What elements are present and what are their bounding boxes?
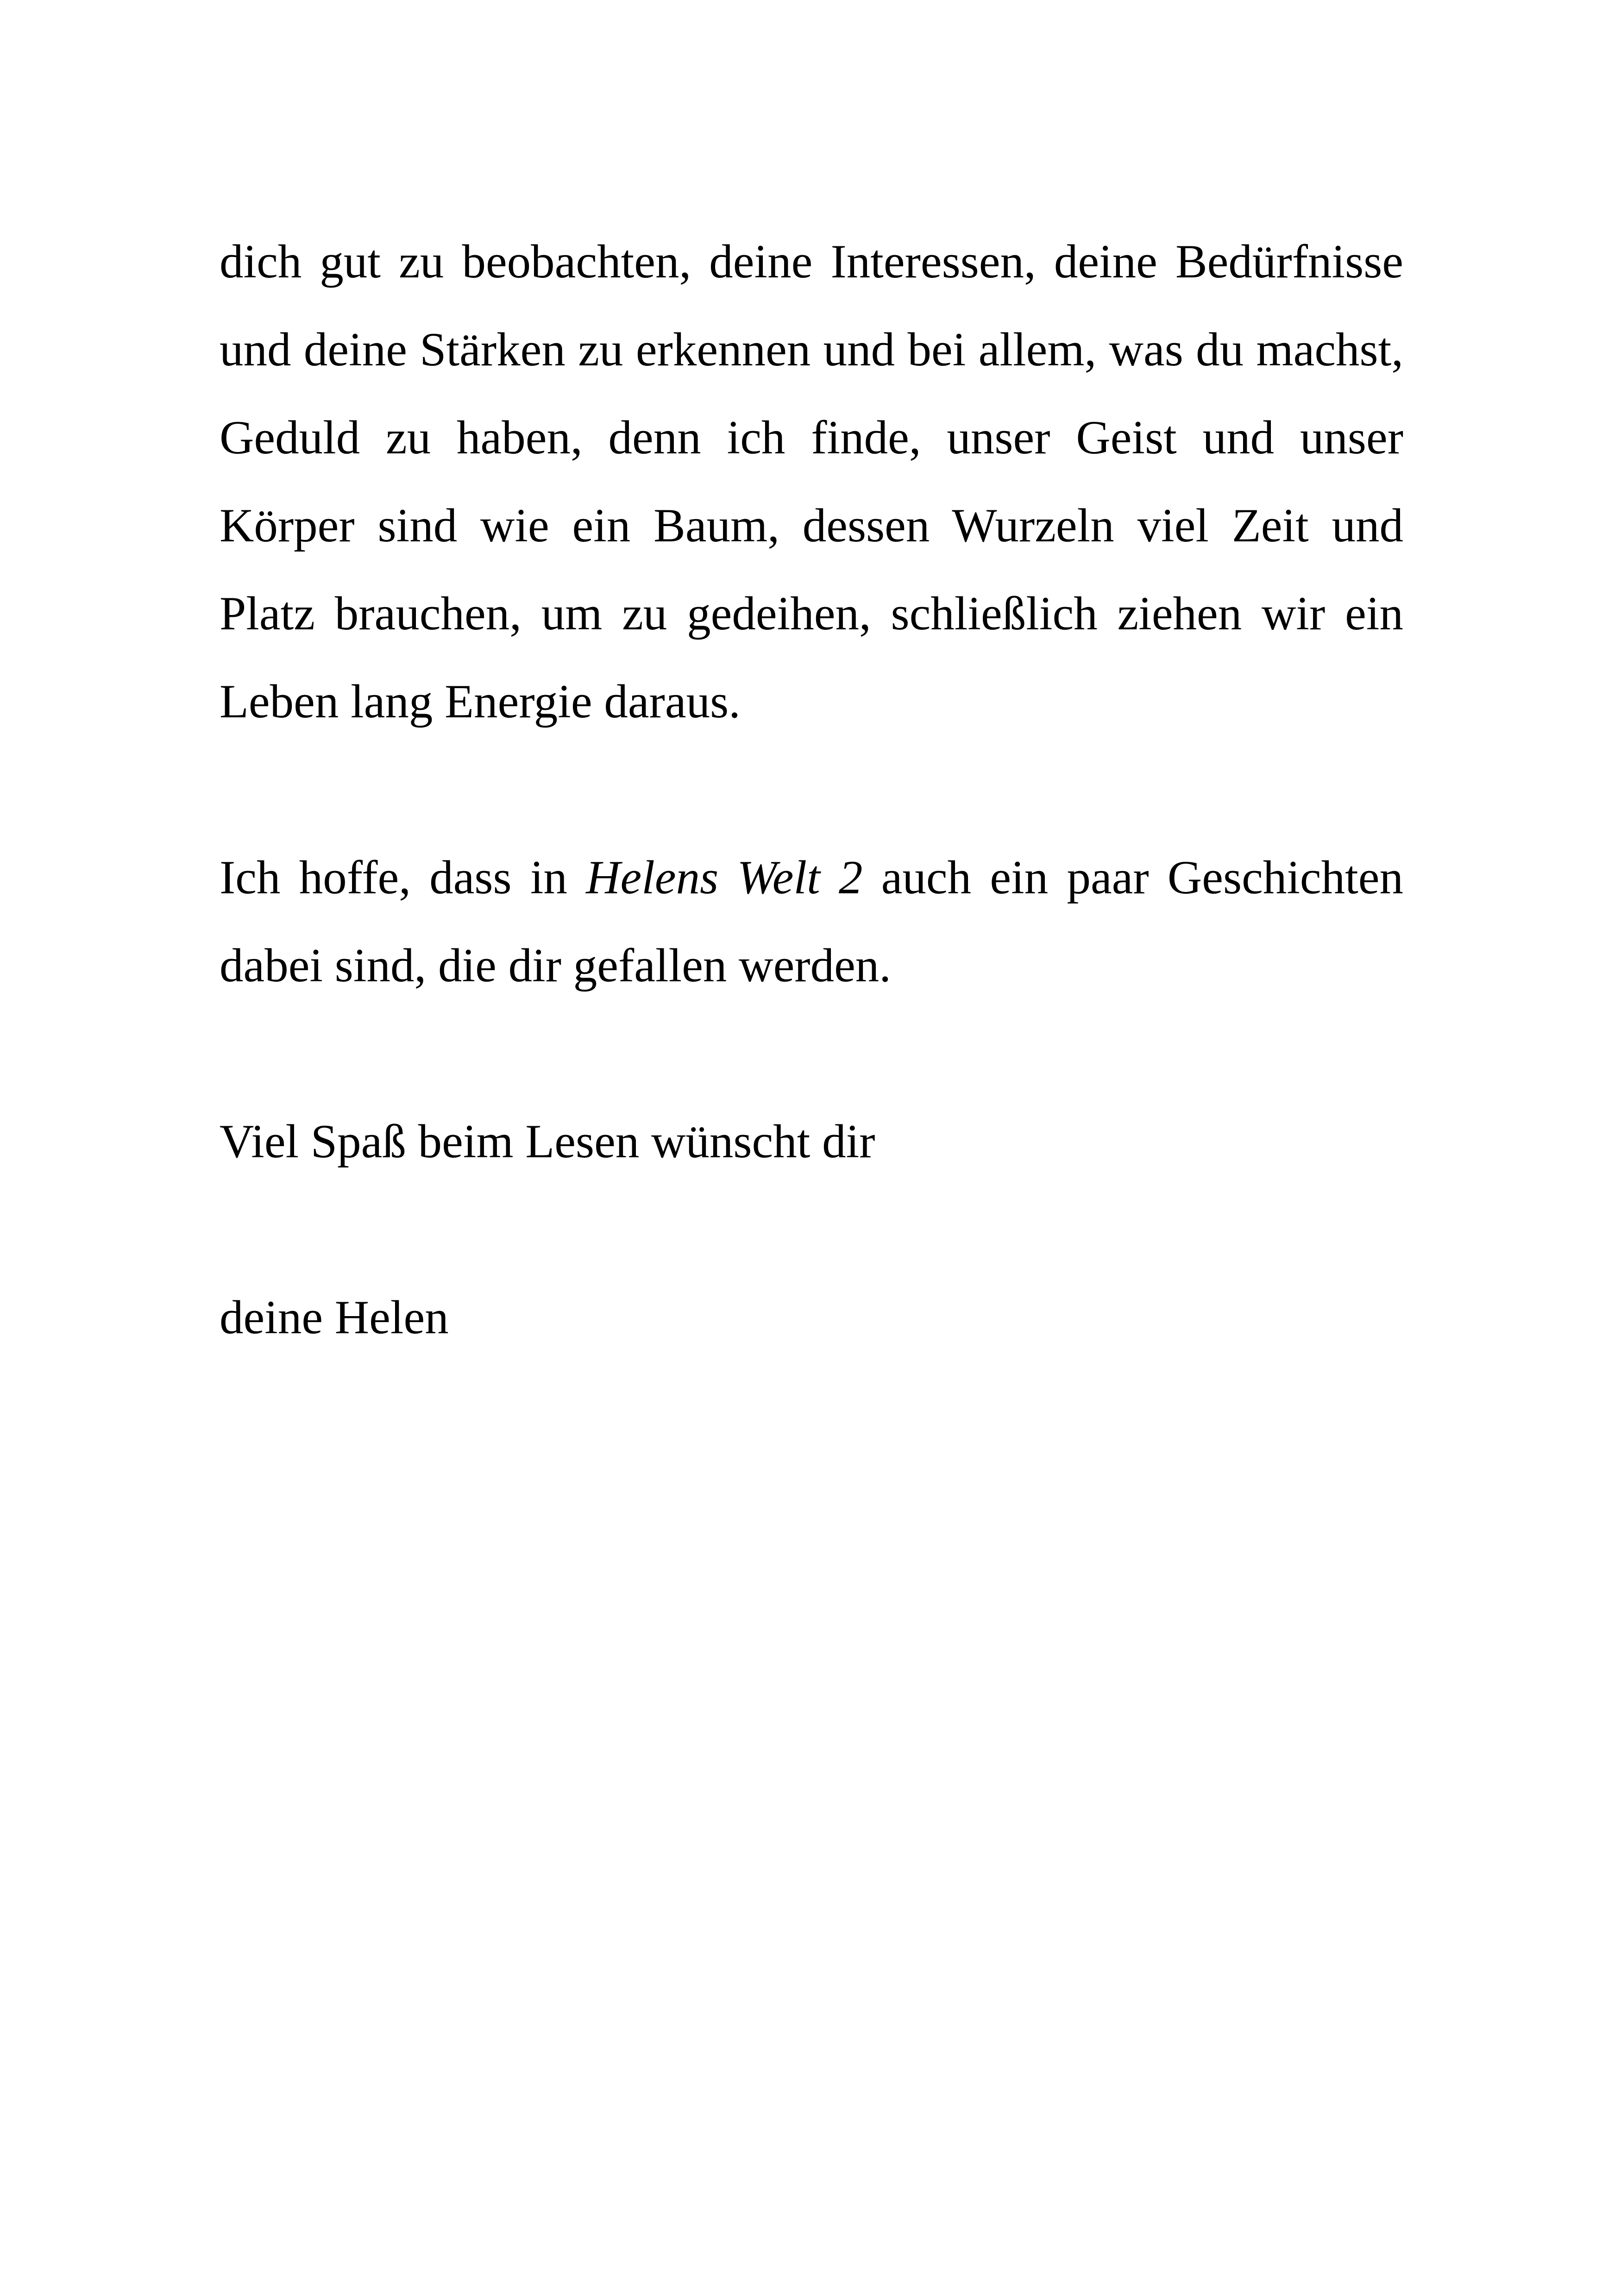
paragraph-2-text-after-title: auch ein paar Geschichten dabei sind, die dir gefallen werden. — [220, 851, 1403, 992]
text-body — [220, 218, 1403, 1361]
signature: deine Helen — [220, 1291, 449, 1344]
paragraph-2 — [220, 834, 1403, 1010]
paragraph-1: dich gut zu beobachten, deine Interessen, deine Bedürfnisse und deine Stärken zu erkennen und bei allem, was du machst, Geduld zu haben, denn ich finde, unser Geist und unser Körper sind wie ein Baum, dessen Wurzeln viel Zeit und Platz brauchen, um zu gedeihen, schließlich ziehen wir ein Leben lang Energie daraus. — [220, 235, 1403, 728]
book-title: Helens Welt 2 — [586, 851, 863, 904]
paragraph-2-text-before-title: Ich hoffe, dass in — [220, 851, 586, 904]
closing-line: Viel Spaß beim Lesen wünscht dir — [220, 1115, 875, 1168]
